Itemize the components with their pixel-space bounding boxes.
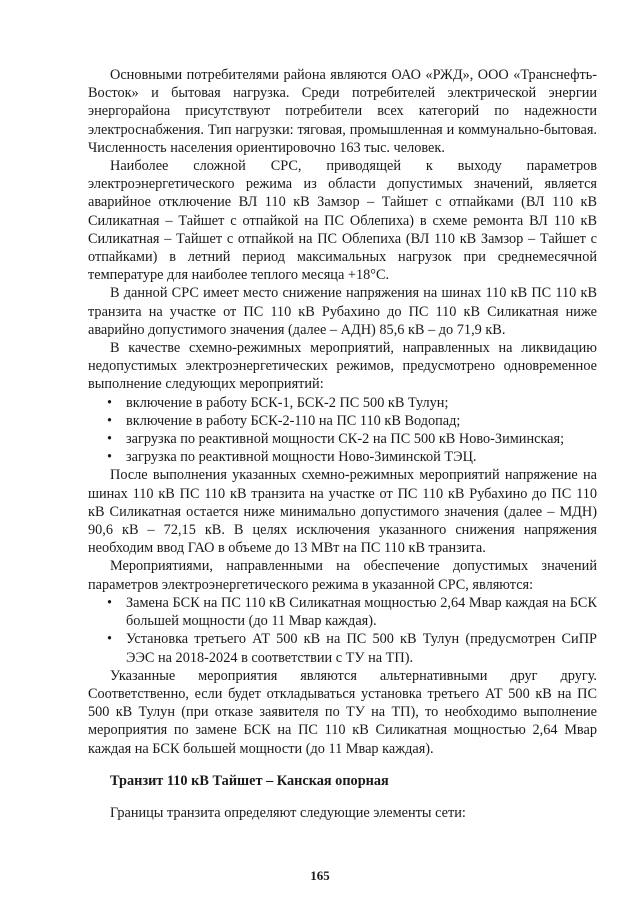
bullet-icon: • bbox=[107, 431, 113, 448]
paragraph: В качестве схемно-режимных мероприятий, направленных на ликвидацию недопустимых электроэнергетических режимов, предусмотрено одновременное выполнение следующих мероприятий: bbox=[88, 340, 597, 393]
bullet-icon: • bbox=[107, 449, 113, 466]
paragraph: После выполнения указанных схемно-режимных мероприятий напряжение на шинах 110 кВ ПС 110 кВ транзита на участке от ПС 110 кВ Рубахино до ПС 110 кВ Силикатная остается ниже минимально допустимого значения (далее – МДН) 90,6 кВ – 72,15 кВ. В целях исключения указанного снижения напряжения необходим ввод ГАО в объеме до 13 МВт на ПС 110 кВ транзита. bbox=[88, 467, 597, 557]
measures-list bbox=[88, 394, 597, 467]
paragraph: Мероприятиями, направленными на обеспечение допустимых значений параметров электроэнергетического режима в указанной СРС, являются: bbox=[88, 558, 597, 593]
list-item bbox=[88, 594, 597, 630]
list-item-text: загрузка по реактивной мощности СК-2 на ПС 500 кВ Ново-Зиминская; bbox=[126, 431, 565, 448]
list-item bbox=[88, 412, 597, 430]
document-body bbox=[88, 66, 597, 822]
list-item-text: загрузка по реактивной мощности Ново-Зиминской ТЭЦ. bbox=[126, 449, 477, 466]
list-item bbox=[88, 394, 597, 412]
activities-list bbox=[88, 594, 597, 667]
paragraph: Границы транзита определяют следующие элементы сети: bbox=[110, 804, 466, 821]
list-item-text: включение в работу БСК-2-110 на ПС 110 кВ Водопад; bbox=[126, 412, 461, 429]
list-item-text: Замена БСК на ПС 110 кВ Силикатная мощностью 2,64 Мвар каждая на БСК большей мощности (до 11 Мвар каждая). bbox=[126, 594, 597, 630]
list-item bbox=[88, 630, 597, 666]
bullet-icon: • bbox=[107, 394, 113, 411]
bullet-icon: • bbox=[107, 412, 113, 429]
list-item bbox=[88, 430, 597, 448]
list-item bbox=[88, 448, 597, 466]
bullet-icon: • bbox=[107, 594, 113, 611]
paragraph: В данной СРС имеет место снижение напряжения на шинах 110 кВ ПС 110 кВ транзита на участке от ПС 110 кВ Рубахино до ПС 110 кВ Силикатная ниже аварийно допустимого значения (далее – АДН) 85,6 кВ – до 71,9 кВ. bbox=[88, 285, 597, 338]
list-item-text: Установка третьего АТ 500 кВ на ПС 500 кВ Тулун (предусмотрен СиПР ЭЭС на 2018-2024 в соответствии с ТУ на ТП). bbox=[126, 631, 597, 666]
section-heading: Транзит 110 кВ Тайшет – Канская опорная bbox=[110, 772, 389, 789]
bullet-icon: • bbox=[107, 631, 113, 648]
paragraph: Наиболее сложной СРС, приводящей к выходу параметров электроэнергетического режима из области допустимых значений, является аварийное отключение ВЛ 110 кВ Замзор – Тайшет с отпайками (ВЛ 110 кВ Силикатная – Тайшет с отпайкой на ПС Облепиха) в схеме ремонта ВЛ 110 кВ Силикатная – Тайшет с отпайкой на ПС Облепиха (ВЛ 110 кВ Замзор – Тайшет с отпайками) в летний период максимальных нагрузок при среднемесячной температуре для наиболее теплого месяца +18°C. bbox=[88, 158, 597, 284]
paragraph: Основными потребителями района являются ОАО «РЖД», ООО «Транснефть-Восток» и бытовая нагрузка. Среди потребителей электрической энергии энергорайона присутствуют потребители всех категорий по надежности электроснабжения. Тип нагрузки: тяговая, промышленная и коммунально-бытовая. Численность населения ориентировочно 163 тыс. человек. bbox=[88, 67, 597, 156]
page-number: 165 bbox=[310, 868, 330, 883]
list-item-text: включение в работу БСК-1, БСК-2 ПС 500 кВ Тулун; bbox=[126, 394, 449, 411]
paragraph: Указанные мероприятия являются альтернативными друг другу. Соответственно, если будет откладываться установка третьего АТ 500 кВ на ПС 500 кВ Тулун (при отказе заявителя по ТУ на ТП), то необходимо выполнение мероприятия по замене БСК на ПС 110 кВ Силикатная мощностью 2,64 Мвар каждая на БСК большей мощности (до 11 Мвар каждая). bbox=[88, 667, 597, 757]
